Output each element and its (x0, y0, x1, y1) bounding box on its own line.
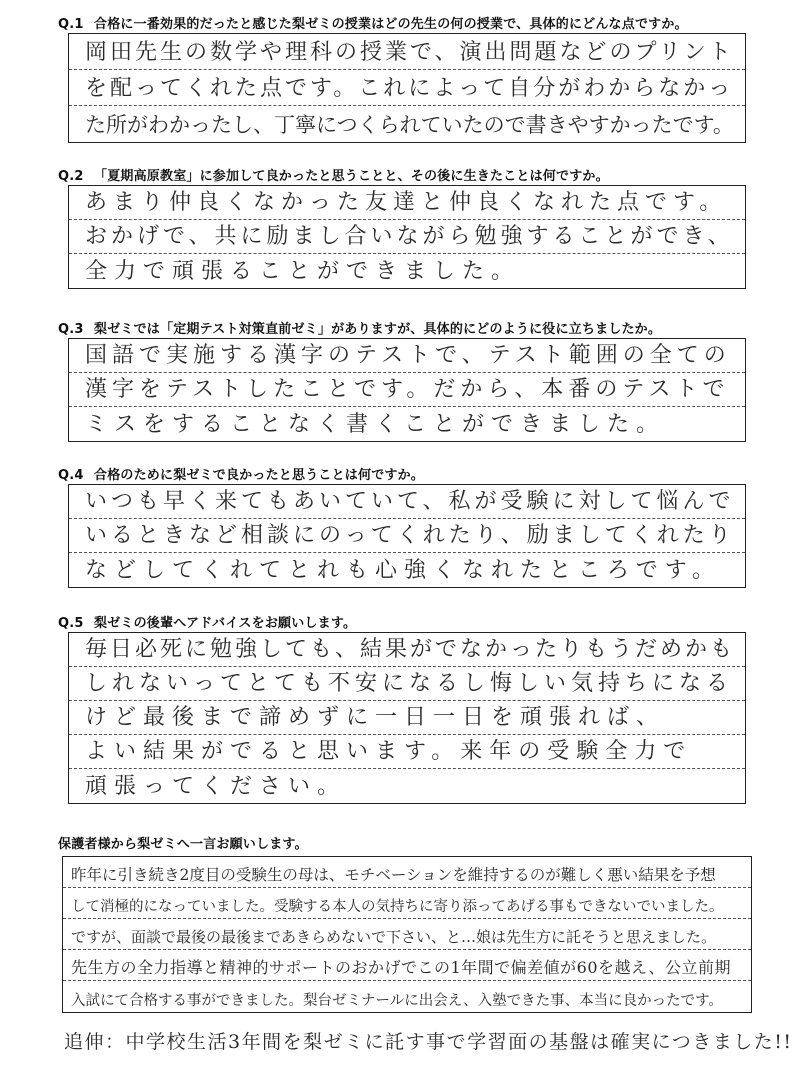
handwritten-text: いるときなど相談にのってくれたり、励ましてくれたり (85, 523, 735, 548)
comment-line (63, 888, 751, 919)
answer-line (69, 407, 745, 441)
handwritten-text: などしてくれてとれも心強くなれたところです。 (85, 558, 722, 583)
comment-line (63, 950, 751, 981)
question-number: Q.4 (58, 468, 84, 483)
question-number: Q.2 (58, 169, 84, 184)
handwritten-text: おかげで、共に励まし合いながら勉強することができ、 (85, 224, 734, 249)
handwritten-text: けど最後まで諦めずに一日一日を頑張れば、 (85, 705, 666, 730)
handwritten-text: いつも早く来てもあいていて、私が受験に対して悩んで (85, 489, 735, 514)
answer-line (69, 106, 745, 142)
guardian-heading: 保護者様から梨ゼミへ一言お願いします。 (58, 837, 308, 852)
comment-line (63, 981, 751, 1012)
answer-line (69, 485, 745, 519)
comment-line (63, 919, 751, 950)
answer-box-5 (68, 632, 746, 804)
answer-box-1 (68, 33, 746, 143)
comment-line (63, 857, 751, 888)
answer-line (69, 220, 745, 254)
question-text: 合格に一番効果的だったと感じた梨ゼミの授業はどの先生の何の授業で、具体的にどんな点ですか。 (94, 17, 688, 32)
answer-line (69, 519, 745, 553)
handwritten-text: あまり仲良くなかった友達と仲良くなれた点です。 (85, 190, 728, 215)
question-number: Q.5 (58, 616, 84, 631)
answer-line (69, 339, 745, 373)
answer-line (69, 735, 745, 769)
question-number: Q.3 (58, 322, 84, 337)
question-text: 「夏期高原教室」に参加して良かったと思うことと、その後に生きたことは何ですか。 (94, 169, 609, 184)
answer-box-2 (68, 185, 746, 289)
question-number: Q.1 (58, 17, 84, 32)
answer-box-3 (68, 338, 746, 442)
answer-line (69, 769, 745, 803)
question-heading-3 (58, 318, 661, 337)
handwritten-text: 全力で頑張ることができました。 (85, 259, 521, 284)
handwritten-text: して消極的になっていました。受験する本人の気持ちに寄り添ってあげる事もできないでいました。 (71, 899, 724, 915)
handwritten-text: しれないってとても不安になるし悔しい気持ちになる (85, 671, 734, 696)
handwritten-text: を配ってくれた点です。これによって自分がわからなかっ (85, 76, 734, 101)
answer-line (69, 553, 745, 587)
answer-box-4 (68, 484, 746, 588)
question-heading-1 (58, 13, 688, 32)
answer-line (69, 633, 745, 667)
answer-line (69, 701, 745, 735)
handwritten-text: 国語で実施する漢字のテストで、テスト範囲の全ての (85, 343, 731, 368)
handwritten-text: 漢字をテストしたことです。だから、本番のテストで (85, 377, 730, 402)
handwritten-text: ミスをすることなく書くことができました。 (85, 412, 666, 437)
handwritten-text: 入試にて合格する事ができました。梨台ゼミナールに出会え、入塾できた事、本当に良かったです。 (71, 993, 723, 1009)
question-heading-5 (58, 612, 356, 631)
answer-line (69, 34, 745, 70)
handwritten-text: 岡田先生の数学や理科の授業で、演出問題などのプリント (85, 40, 734, 65)
handwritten-text: 昨年に引き続き2度目の受験生の母は、モチベーションを維持するのが難しく悪い結果を予想 (71, 866, 716, 884)
answer-line (69, 667, 745, 701)
answer-line (69, 373, 745, 407)
question-text: 合格のために梨ゼミで良かったと思うことは何ですか。 (94, 468, 425, 483)
guardian-comment-box (62, 856, 752, 1013)
handwritten-text: 先生方の全力指導と精神的サポートのおかげでこの1年間で偏差値が60を越え、公立前期 (71, 958, 732, 977)
handwritten-text: た所がわかったし、丁寧につくられていたので書きやすかったです。 (85, 113, 734, 137)
question-heading-4 (58, 464, 424, 483)
handwritten-text: 頑張ってください。 (85, 774, 347, 799)
question-text: 梨ゼミの後輩へアドバイスをお願いします。 (94, 616, 357, 631)
handwritten-text: よい結果がでると思います。来年の受験全力で (85, 739, 693, 764)
answer-line (69, 254, 745, 288)
answer-line (69, 70, 745, 106)
question-heading-2 (58, 165, 609, 184)
postscript: 追伸：中学校生活3年間を梨ゼミに託す事で学習面の基盤は確実につきました!! (64, 1031, 793, 1053)
answer-line (69, 186, 745, 220)
handwritten-text: 毎日必死に勉強しても、結果がでなかったりもうだめかも (85, 637, 736, 662)
question-text: 梨ゼミでは「定期テスト対策直前ゼミ」がありますが、具体的にどのように役に立ちましたか。 (94, 322, 662, 337)
handwritten-text: ですが、面談で最後の最後まであきらめないで下さい、と…娘は先生方に託そうと思えました。 (71, 928, 717, 946)
